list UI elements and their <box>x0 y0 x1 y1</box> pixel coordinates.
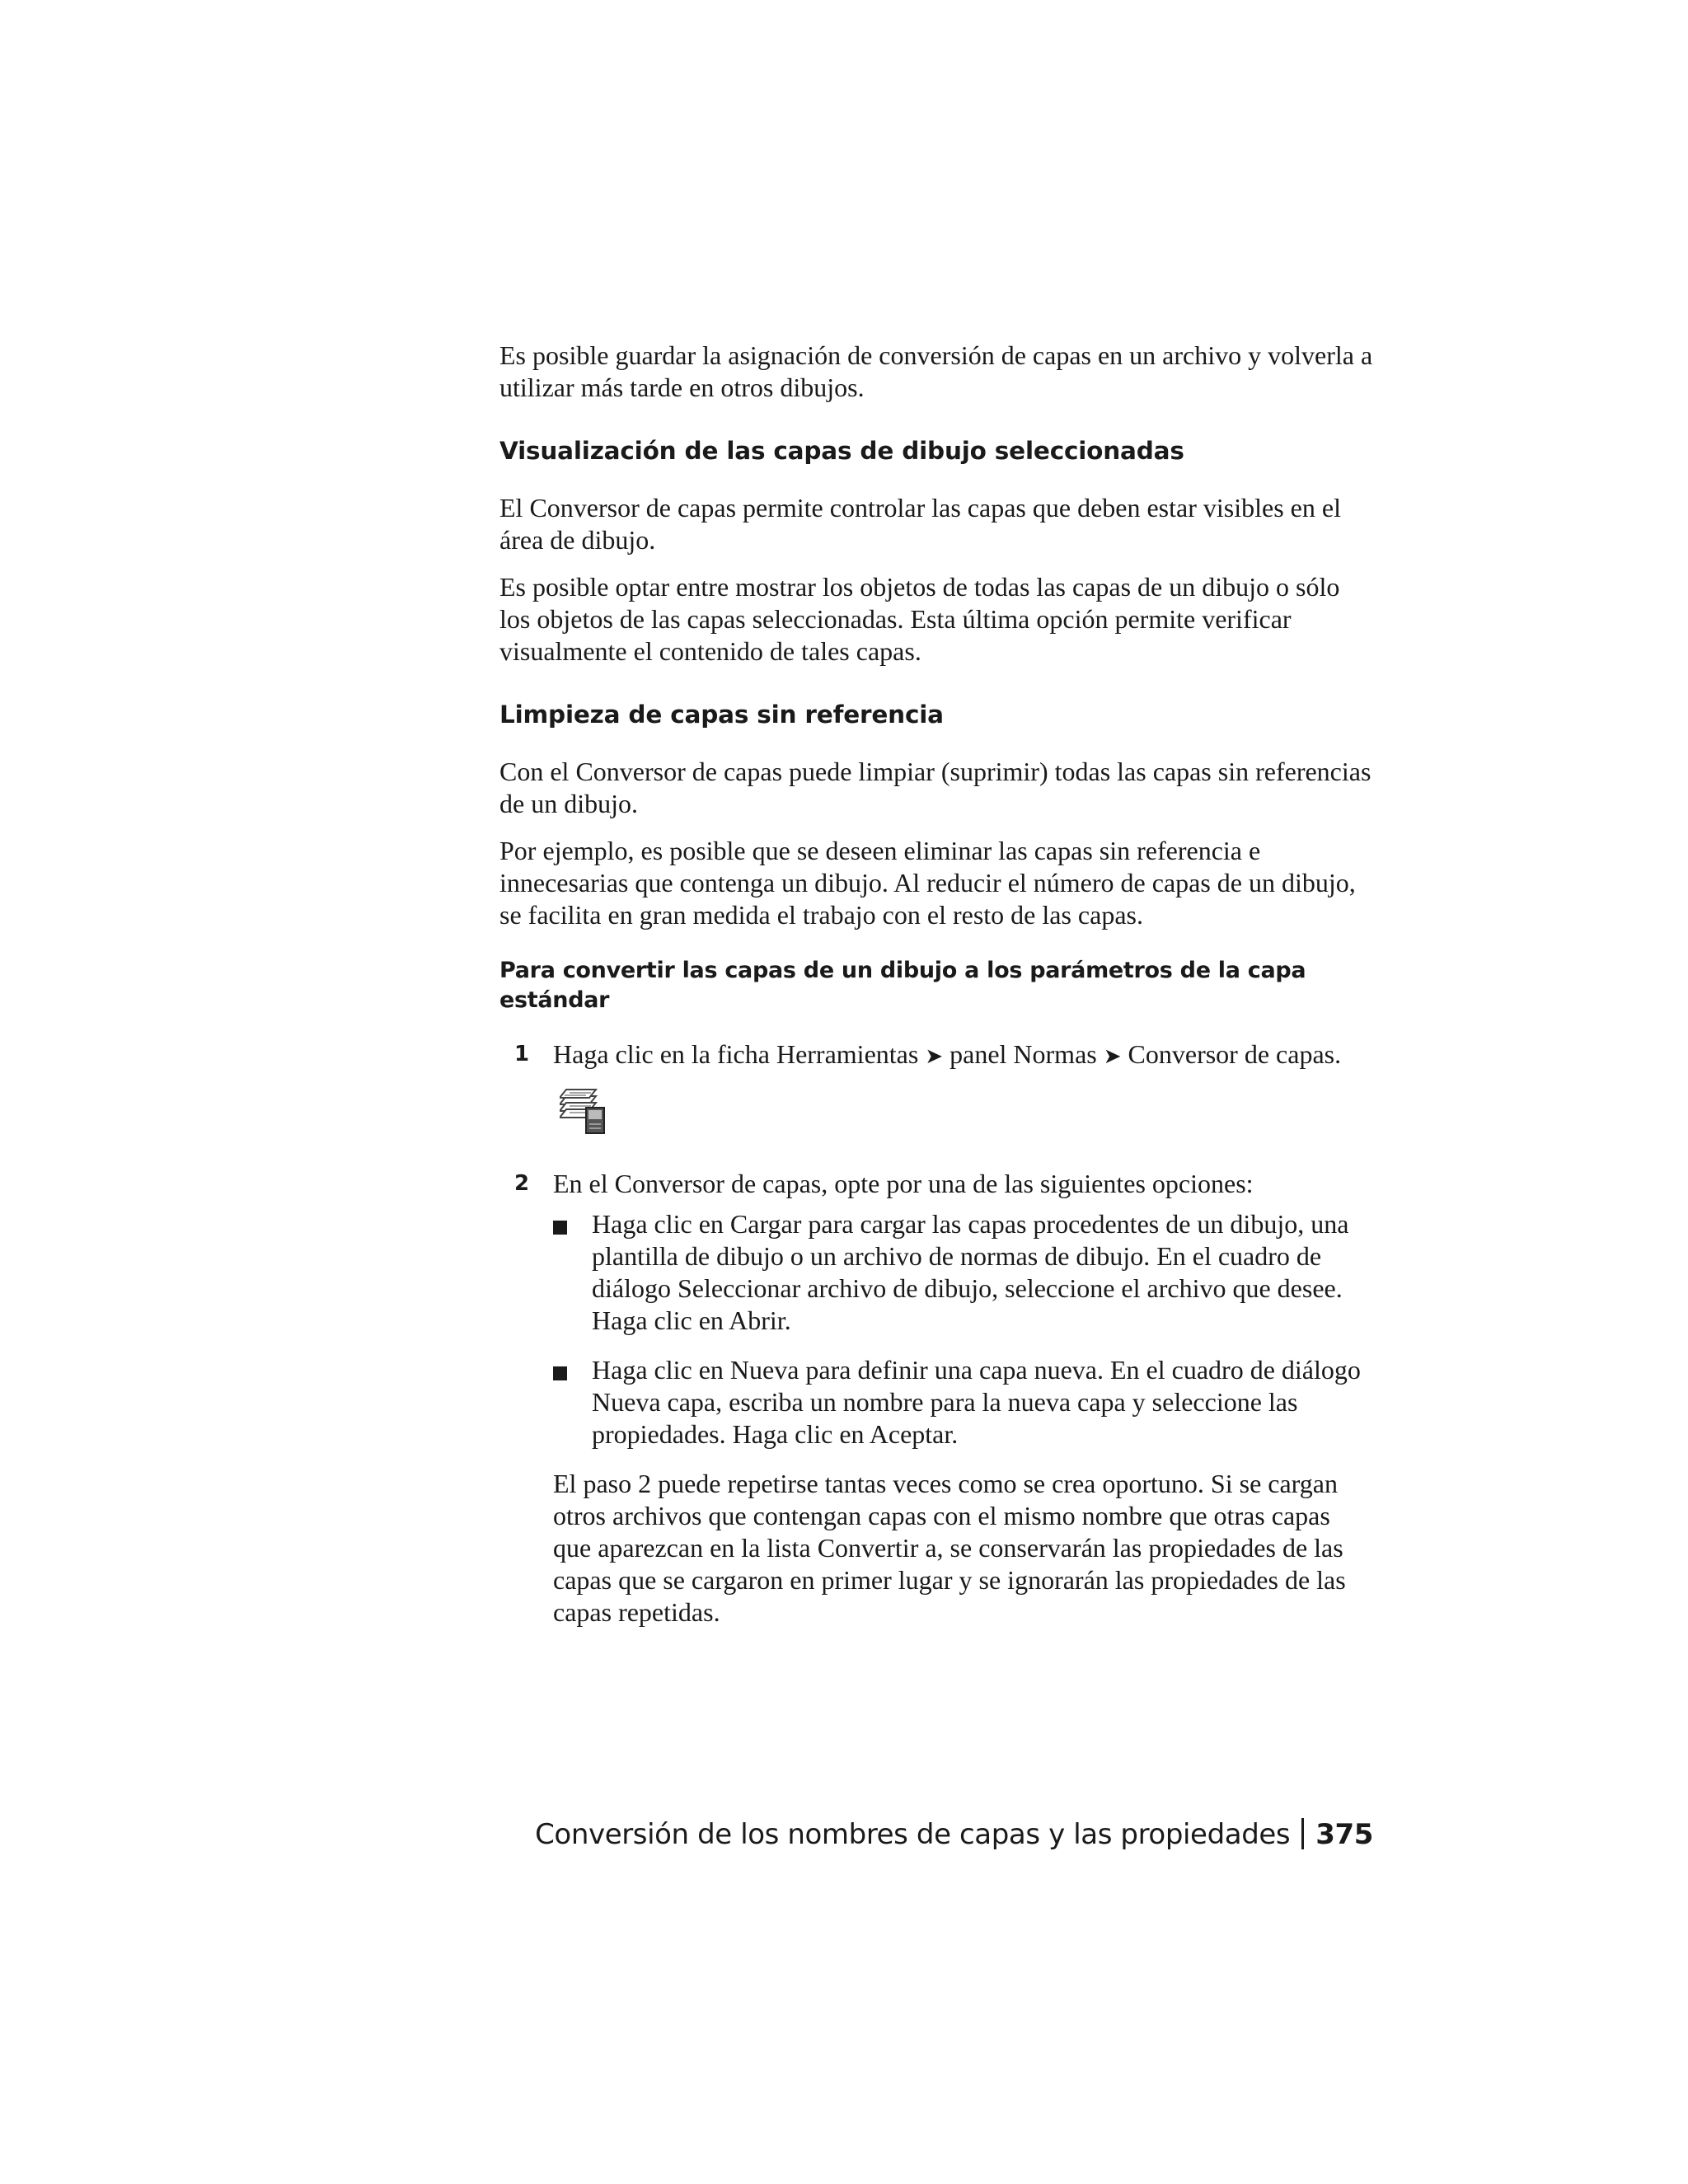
section-heading-limpieza: Limpieza de capas sin referencia <box>499 701 944 729</box>
step-text-part: panel Normas <box>950 1039 1097 1069</box>
bullet-square-icon <box>553 1221 567 1235</box>
bullet-square-icon <box>553 1366 567 1380</box>
section-heading-visualizacion: Visualización de las capas de dibujo seleccionadas <box>499 437 1184 465</box>
procedure-heading: Para convertir las capas de un dibujo a los parámetros de la capa estándar <box>499 958 1306 1013</box>
page-number: 375 <box>1315 1818 1373 1851</box>
step-text-part: Haga clic en la ficha Herramientas <box>553 1039 919 1069</box>
list-item <box>553 1208 1373 1337</box>
step-text <box>553 1038 1373 1073</box>
paragraph: El Conversor de capas permite controlar las capas que deben estar visibles en el área de dibujo. <box>499 493 1341 555</box>
list-item <box>553 1354 1373 1451</box>
paragraph: Es posible optar entre mostrar los objetos de todas las capas de un dibujo o sólo los objetos de las capas seleccionadas. Esta última opción permite verificar visualmente el contenido de tales capas. <box>499 572 1340 666</box>
step-text: En el Conversor de capas, opte por una de las siguientes opciones: <box>553 1169 1254 1198</box>
step-text-part: Conversor de capas. <box>1128 1039 1342 1069</box>
footer-separator <box>1301 1818 1304 1849</box>
bullet-text: Haga clic en Nueva para definir una capa nueva. En el cuadro de diálogo Nueva capa, escriba un nombre para la nueva capa y seleccione las propiedades. Haga clic en Aceptar. <box>592 1355 1361 1449</box>
paragraph: Por ejemplo, es posible que se deseen eliminar las capas sin referencia e innecesarias que contenga un dibujo. Al reducir el número de capas de un dibujo, se facilita en gran medida el trabajo con el resto de las capas. <box>499 836 1356 930</box>
paragraph: Con el Conversor de capas puede limpiar (suprimir) todas las capas sin referencias de un dibujo. <box>499 757 1372 818</box>
menu-arrow-icon: ➤ <box>1103 1044 1122 1069</box>
menu-arrow-icon: ➤ <box>925 1044 944 1069</box>
procedure-step-2 <box>499 1168 1373 1629</box>
page-footer <box>535 1818 1373 1851</box>
step-number: 1 <box>514 1042 530 1066</box>
layer-translator-icon <box>560 1086 607 1136</box>
footer-title: Conversión de los nombres de capas y las propiedades <box>535 1818 1291 1851</box>
page-content <box>499 340 1373 1629</box>
intro-paragraph: Es posible guardar la asignación de conversión de capas en un archivo y volverla a utilizar más tarde en otros dibujos. <box>499 340 1373 402</box>
bullet-text: Haga clic en Cargar para cargar las capas procedentes de un dibujo, una plantilla de dibujo o un archivo de normas de dibujo. En el cuadro de diálogo Seleccionar archivo de dibujo, seleccione el archivo que desee. Haga clic en Abrir. <box>592 1209 1349 1335</box>
step-number: 2 <box>514 1171 530 1196</box>
procedure-step-1 <box>499 1038 1373 1136</box>
step-note: El paso 2 puede repetirse tantas veces como se crea oportuno. Si se cargan otros archivos que contengan capas con el mismo nombre que otras capas que aparezcan en la lista Convertir a, se conservarán las propiedades de las capas que se cargaron en primer lugar y se ignorarán las propiedades de las capas repetidas. <box>553 1469 1346 1627</box>
